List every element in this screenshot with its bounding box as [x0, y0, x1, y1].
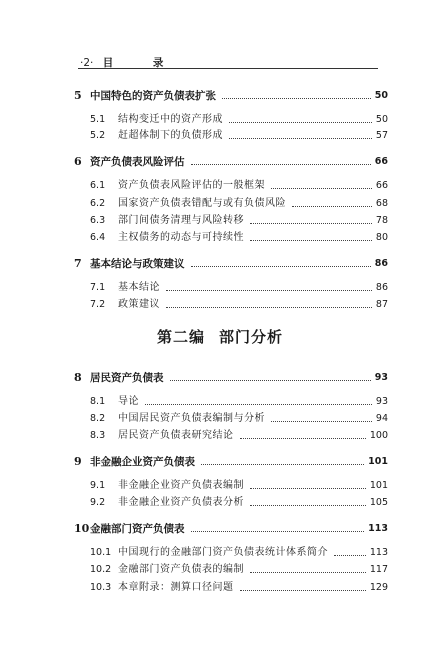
entry-number: 6.3 — [90, 215, 106, 226]
entry-number: 9.1 — [90, 480, 106, 491]
toc-section-entry[interactable] — [0, 478, 440, 494]
entry-page-number: 57 — [375, 130, 388, 141]
entry-page-number: 105 — [369, 497, 388, 508]
entry-number: 9.2 — [90, 497, 106, 508]
entry-title: 居民资产负债表研究结论 — [118, 430, 234, 441]
entry-number: 8.1 — [90, 396, 106, 407]
toc-chapter-entry[interactable] — [0, 256, 440, 272]
toc-section-entry[interactable] — [0, 562, 440, 578]
leader-dots — [334, 555, 366, 556]
leader-dots — [222, 98, 371, 99]
toc-section-entry[interactable] — [0, 411, 440, 427]
toc-section-entry[interactable] — [0, 545, 440, 561]
entry-title: 本章附录：测算口径问题 — [118, 582, 234, 593]
entry-number: 5 — [74, 89, 82, 102]
toc-section-entry[interactable] — [0, 280, 440, 296]
toc-section-entry[interactable] — [0, 128, 440, 144]
toc-section-entry[interactable] — [0, 297, 440, 313]
entry-page-number: 129 — [369, 582, 388, 593]
leader-dots — [191, 266, 371, 267]
entry-page-number: 93 — [374, 372, 388, 383]
header-rule — [78, 68, 378, 69]
entry-page-number: 80 — [375, 232, 388, 243]
toc-section-entry[interactable] — [0, 112, 440, 128]
toc-section-entry[interactable] — [0, 178, 440, 194]
toc-section-entry[interactable] — [0, 428, 440, 444]
entry-title: 国家资产负债表错配与或有负债风险 — [118, 198, 286, 209]
entry-page-number: 117 — [369, 564, 388, 575]
toc-chapter-entry[interactable] — [0, 88, 440, 104]
part-heading — [0, 326, 440, 347]
entry-number: 10.3 — [90, 582, 112, 593]
toc-section-entry[interactable] — [0, 394, 440, 410]
entry-title: 资产负债表风险评估的一般框架 — [118, 180, 265, 191]
entry-number: 6 — [74, 155, 82, 168]
entry-page-number: 87 — [375, 299, 388, 310]
entry-number: 10.1 — [90, 547, 112, 558]
entry-number: 8 — [74, 371, 82, 384]
toc-section-entry[interactable] — [0, 196, 440, 212]
entry-page-number: 101 — [368, 456, 388, 467]
leader-dots — [201, 464, 364, 465]
leader-dots — [166, 307, 372, 308]
entry-title: 政策建议 — [118, 299, 160, 310]
entry-page-number: 101 — [369, 480, 388, 491]
entry-number: 5.1 — [90, 114, 106, 125]
entry-number: 10 — [74, 522, 90, 535]
leader-dots — [240, 438, 366, 439]
leader-dots — [250, 572, 366, 573]
entry-number: 7.2 — [90, 299, 106, 310]
entry-number: 8.3 — [90, 430, 106, 441]
entry-page-number: 66 — [374, 156, 388, 167]
leader-dots — [170, 380, 371, 381]
entry-title: 导论 — [118, 396, 139, 407]
entry-number: 5.2 — [90, 130, 106, 141]
entry-title: 基本结论与政策建议 — [90, 258, 185, 270]
entry-title: 赶超体制下的负债形成 — [118, 130, 223, 141]
entry-title: 基本结论 — [118, 282, 160, 293]
entry-title: 中国现行的金融部门资产负债表统计体系简介 — [118, 547, 328, 558]
leader-dots — [191, 531, 365, 532]
entry-title: 结构变迁中的资产形成 — [118, 114, 223, 125]
toc-chapter-entry[interactable] — [0, 154, 440, 170]
toc-section-entry[interactable] — [0, 495, 440, 511]
leader-dots — [191, 164, 371, 165]
entry-title: 金融部门资产负债表的编制 — [118, 564, 244, 575]
leader-dots — [250, 505, 366, 506]
entry-title: 非金融企业资产负债表 — [90, 456, 195, 468]
entry-title: 非金融企业资产负债表编制 — [118, 480, 244, 491]
entry-title: 中国特色的资产负债表扩张 — [90, 90, 216, 102]
leader-dots — [250, 223, 372, 224]
entry-page-number: 113 — [368, 523, 388, 534]
toc-section-entry[interactable] — [0, 230, 440, 246]
entry-number: 6.1 — [90, 180, 106, 191]
part-title: 部门分析 — [219, 328, 284, 346]
header-title: 目 录 — [102, 57, 182, 69]
entry-page-number: 86 — [374, 258, 388, 269]
leader-dots — [240, 590, 366, 591]
entry-title: 非金融企业资产负债表分析 — [118, 497, 244, 508]
entry-number: 7 — [74, 257, 82, 270]
leader-dots — [145, 404, 372, 405]
leader-dots — [229, 122, 372, 123]
header-page-number: ·2· — [80, 57, 94, 69]
entry-title: 主权债务的动态与可持续性 — [118, 232, 244, 243]
leader-dots — [250, 240, 372, 241]
entry-number: 6.2 — [90, 198, 106, 209]
entry-number: 8.2 — [90, 413, 106, 424]
leader-dots — [166, 290, 372, 291]
toc-section-entry[interactable] — [0, 213, 440, 229]
entry-title: 部门间债务清理与风险转移 — [118, 215, 244, 226]
entry-title: 中国居民资产负债表编制与分析 — [118, 413, 265, 424]
entry-title: 金融部门资产负债表 — [90, 523, 185, 535]
toc-chapter-entry[interactable] — [0, 521, 440, 537]
entry-page-number: 113 — [369, 547, 388, 558]
entry-number: 9 — [74, 455, 82, 468]
leader-dots — [229, 138, 372, 139]
entry-page-number: 68 — [375, 198, 388, 209]
entry-number: 7.1 — [90, 282, 106, 293]
entry-title: 居民资产负债表 — [90, 372, 164, 384]
toc-section-entry[interactable] — [0, 580, 440, 596]
entry-page-number: 94 — [375, 413, 388, 424]
entry-page-number: 66 — [375, 180, 388, 191]
entry-page-number: 86 — [375, 282, 388, 293]
part-label: 第二编 — [156, 328, 205, 346]
entry-page-number: 93 — [375, 396, 388, 407]
leader-dots — [250, 488, 366, 489]
entry-number: 6.4 — [90, 232, 106, 243]
entry-page-number: 78 — [375, 215, 388, 226]
entry-number: 10.2 — [90, 564, 112, 575]
entry-page-number: 100 — [369, 430, 388, 441]
entry-title: 资产负债表风险评估 — [90, 156, 185, 168]
toc-chapter-entry[interactable] — [0, 454, 440, 470]
leader-dots — [271, 421, 372, 422]
entry-page-number: 50 — [375, 114, 388, 125]
leader-dots — [292, 206, 372, 207]
leader-dots — [271, 188, 372, 189]
toc-chapter-entry[interactable] — [0, 370, 440, 386]
entry-page-number: 50 — [374, 90, 388, 101]
